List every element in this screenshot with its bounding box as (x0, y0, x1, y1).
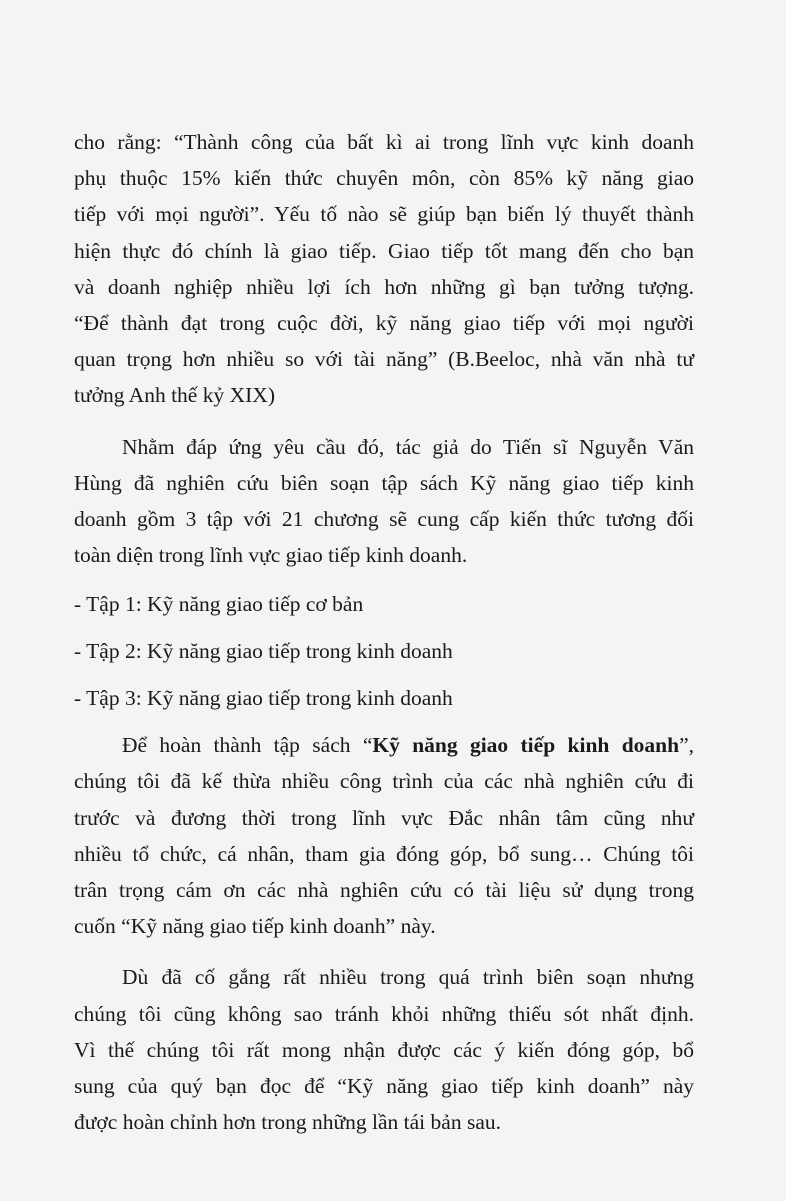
text-line: Vì thế chúng tôi rất mong nhận được các ý kiến đóng góp, bổ (74, 1037, 694, 1062)
book-title-bold: Kỹ năng giao tiếp kinh doanh (372, 733, 680, 758)
text-line: cho rằng: “Thành công của bất kì ai trong lĩnh vực kinh doanh (74, 130, 694, 154)
text-line (74, 727, 694, 763)
list-item: - Tập 3: Kỹ năng giao tiếp trong kinh doanh (74, 686, 453, 711)
text-line: quan trọng hơn nhiều so với tài năng” (B.Beeloc, nhà văn nhà tư (74, 347, 694, 372)
text-line: Hùng đã nghiên cứu biên soạn tập sách Kỹ năng giao tiếp kinh (74, 470, 694, 495)
text-line: phụ thuộc 15% kiến thức chuyên môn, còn 85% kỹ năng giao (74, 166, 694, 191)
paragraph-1 (74, 124, 694, 414)
text-line: được hoàn chỉnh hơn trong những lần tái bản sau. (74, 1110, 501, 1135)
text-line: Dù đã cố gắng rất nhiều trong quá trình biên soạn nhưng (122, 965, 694, 990)
paragraph-5 (74, 959, 694, 1140)
text-line: nhiều tổ chức, cá nhân, tham gia đóng góp, bổ sung… Chúng tôi (74, 841, 694, 866)
text-line: tưởng Anh thế kỷ XIX) (74, 383, 275, 408)
text-line: chúng tôi đã kế thừa nhiều công trình của các nhà nghiên cứu đi (74, 769, 694, 794)
volume-list (74, 586, 694, 727)
page-body (74, 124, 694, 1155)
text-line: toàn diện trong lĩnh vực giao tiếp kinh doanh. (74, 543, 468, 568)
text-line: cuốn “Kỹ năng giao tiếp kinh doanh” này. (74, 914, 436, 939)
list-item: - Tập 1: Kỹ năng giao tiếp cơ bản (74, 592, 364, 617)
text-line: Nhằm đáp ứng yêu cầu đó, tác giả do Tiến sĩ Nguyễn Văn (122, 434, 694, 459)
text-line: “Để thành đạt trong cuộc đời, kỹ năng giao tiếp với mọi người (74, 310, 694, 335)
text-line: sung của quý bạn đọc để “Kỹ năng giao tiếp kinh doanh” này (74, 1073, 694, 1098)
text-line: hiện thực đó chính là giao tiếp. Giao tiếp tốt mang đến cho bạn (74, 238, 694, 263)
text-line: tiếp với mọi người”. Yếu tố nào sẽ giúp bạn biến lý thuyết thành (74, 202, 694, 227)
text-line: doanh gồm 3 tập với 21 chương sẽ cung cấp kiến thức tương đối (74, 506, 694, 531)
text-line: trân trọng cám ơn các nhà nghiên cứu có tài liệu sử dụng trong (74, 878, 694, 902)
text-fragment: Để hoàn thành tập sách “ (122, 733, 373, 758)
text-fragment: ”, (679, 733, 694, 758)
paragraph-2 (74, 429, 694, 574)
text-line: trước và đương thời trong lĩnh vực Đắc nhân tâm cũng như (74, 805, 694, 830)
text-line: chúng tôi cũng không sao tránh khỏi những thiếu sót nhất định. (74, 1001, 694, 1026)
text-line: và doanh nghiệp nhiều lợi ích hơn những gì bạn tưởng tượng. (74, 274, 694, 299)
list-item: - Tập 2: Kỹ năng giao tiếp trong kinh doanh (74, 639, 453, 664)
paragraph-4 (74, 727, 694, 944)
